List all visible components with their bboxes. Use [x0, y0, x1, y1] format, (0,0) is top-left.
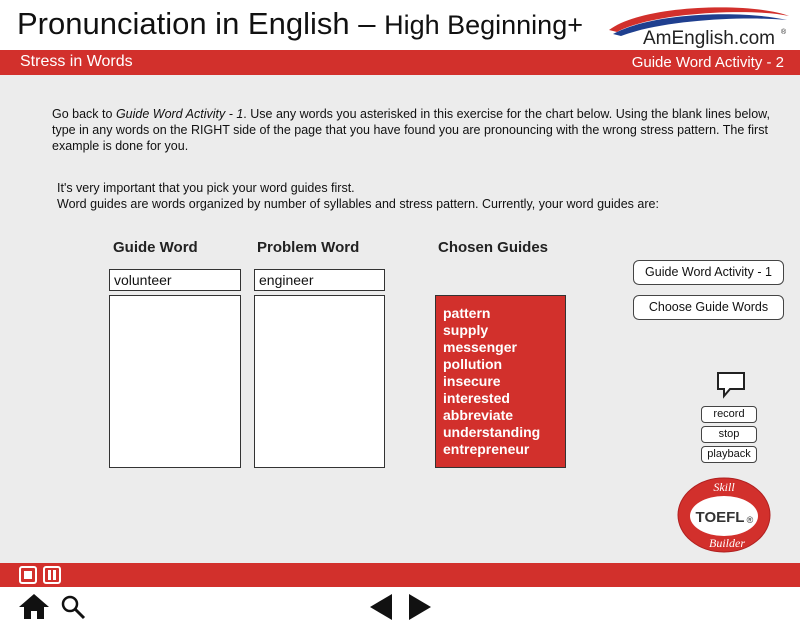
badge-skill-text: Skill	[713, 480, 735, 494]
chosen-guides-list	[435, 295, 566, 468]
chosen-guide-item: entrepreneur	[443, 441, 530, 457]
guide-word-heading: Guide Word	[113, 239, 198, 256]
chosen-guide-item: abbreviate	[443, 407, 514, 423]
guide-word-textarea[interactable]	[109, 295, 241, 468]
stop-square-icon[interactable]	[19, 566, 37, 584]
app-header	[0, 0, 800, 50]
next-arrow-icon[interactable]	[407, 592, 433, 622]
footer-nav-bar	[0, 587, 800, 625]
word-guides-note	[57, 180, 777, 212]
pause-icon[interactable]	[43, 566, 61, 584]
chosen-guide-item: understanding	[443, 424, 541, 440]
section-bar	[0, 50, 800, 75]
badge-builder-text: Builder	[709, 536, 745, 550]
section-title: Stress in Words	[20, 53, 133, 70]
chosen-guide-item: pollution	[443, 356, 503, 372]
example-guide-word-field[interactable]: volunteer	[109, 269, 241, 291]
problem-word-heading: Problem Word	[257, 239, 360, 256]
home-icon[interactable]	[18, 592, 50, 620]
badge-reg-mark: ®	[746, 515, 754, 525]
amenglish-logo	[603, 6, 793, 48]
instructions-text: Go back to Guide Word Activity - 1. Use any words you asterisked in this exercise for the chart below. Using the blank lines below, type in any words on the RIGHT side of the page that you have found you are pronouncing with the wrong stress pattern. The first example is done for you.	[52, 107, 770, 153]
chosen-guide-item: pattern	[443, 305, 491, 321]
footer-control-bar	[0, 563, 800, 587]
choose-guide-words-button[interactable]: Choose Guide Words	[633, 295, 784, 320]
chosen-guide-item: interested	[443, 390, 510, 406]
app-title: Pronunciation in English – High Beginning+	[17, 6, 583, 41]
chosen-guide-item: supply	[443, 322, 489, 338]
app-subtitle: High Beginning+	[384, 10, 583, 40]
activity-title: Guide Word Activity - 2	[631, 54, 784, 71]
stop-button[interactable]: stop	[701, 426, 757, 443]
note-line-2: Word guides are words organized by number of syllables and stress pattern. Currently, your word guides are:	[57, 197, 659, 211]
logo-text: AmEnglish.com	[643, 28, 775, 48]
activity-reference: Guide Word Activity - 1	[115, 107, 244, 121]
chosen-guide-item: messenger	[443, 339, 517, 355]
logo-reg: ®	[781, 29, 787, 36]
toefl-skill-builder-badge[interactable]	[676, 476, 772, 554]
example-problem-word-field[interactable]: engineer	[254, 269, 385, 291]
guide-word-activity-1-button[interactable]: Guide Word Activity - 1	[633, 260, 784, 285]
note-line-1: It's very important that you pick your word guides first.	[57, 181, 355, 195]
playback-button[interactable]: playback	[701, 446, 757, 463]
record-button[interactable]: record	[701, 406, 757, 423]
search-icon[interactable]	[60, 594, 86, 620]
chosen-guide-item: insecure	[443, 373, 501, 389]
previous-arrow-icon[interactable]	[368, 592, 394, 622]
chosen-guides-heading: Chosen Guides	[438, 239, 549, 256]
problem-word-textarea[interactable]	[254, 295, 385, 468]
speech-bubble-icon	[716, 371, 746, 399]
badge-toefl-text: TOEFL	[695, 509, 745, 526]
